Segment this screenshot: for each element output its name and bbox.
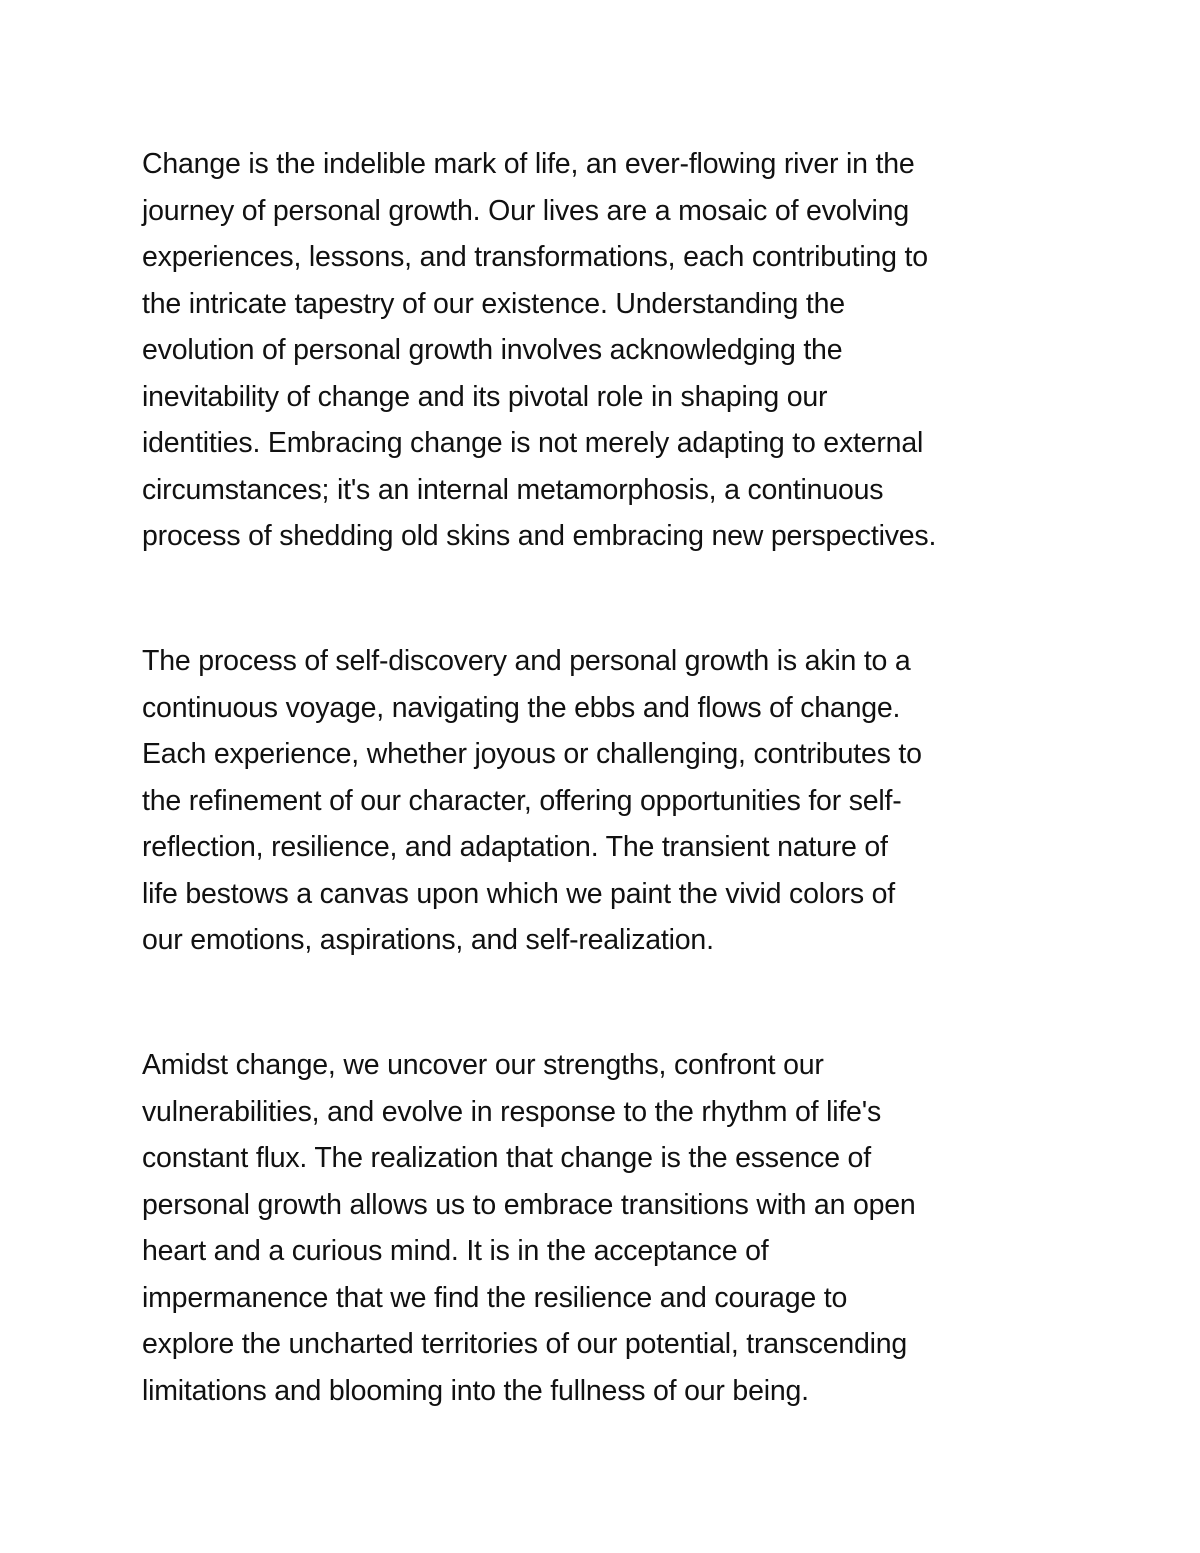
text-line: limitations and blooming into the fullness of our being.	[142, 1374, 809, 1407]
text-line: Amidst change, we uncover our strengths, confront our	[142, 1049, 824, 1081]
text-line: vulnerabilities, and evolve in response to the rhythm of life's	[142, 1095, 881, 1128]
text-line: the refinement of our character, offering opportunities for self-	[142, 784, 902, 817]
text-line: inevitability of change and its pivotal role in shaping our	[142, 380, 828, 413]
text-line: the intricate tapestry of our existence. Understanding the	[142, 287, 845, 320]
text-line: Change is the indelible mark of life, an ever-flowing river in the	[142, 148, 915, 180]
text-line: reflection, resilience, and adaptation. The transient nature of	[142, 831, 888, 863]
text-line: heart and a curious mind. It is in the acceptance of	[142, 1235, 769, 1267]
text-line: experiences, lessons, and transformations, each contributing to	[142, 241, 928, 273]
paragraph-1	[142, 141, 936, 560]
text-line: Each experience, whether joyous or challenging, contributes to	[142, 738, 922, 770]
text-line: evolution of personal growth involves acknowledging the	[142, 334, 843, 366]
text-line: explore the uncharted territories of our potential, transcending	[142, 1328, 908, 1360]
text-line: journey of personal growth. Our lives are a mosaic of evolving	[142, 194, 909, 227]
text-line: constant flux. The realization that change is the essence of	[142, 1142, 871, 1174]
paragraph-3	[142, 1042, 916, 1414]
text-line: continuous voyage, navigating the ebbs and flows of change.	[142, 691, 901, 724]
text-line: our emotions, aspirations, and self-realization.	[142, 924, 714, 956]
text-line: personal growth allows us to embrace transitions with an open	[142, 1188, 916, 1221]
text-line: circumstances; it's an internal metamorphosis, a continuous	[142, 473, 884, 506]
text-line: The process of self-discovery and personal growth is akin to a	[142, 645, 911, 677]
text-line: identities. Embracing change is not merely adapting to external	[142, 427, 924, 459]
text-line: life bestows a canvas upon which we paint the vivid colors of	[142, 877, 895, 910]
paragraph-2	[142, 638, 922, 964]
text-line: impermanence that we find the resilience and courage to	[142, 1281, 848, 1314]
text-line: process of shedding old skins and embracing new perspectives.	[142, 520, 937, 552]
